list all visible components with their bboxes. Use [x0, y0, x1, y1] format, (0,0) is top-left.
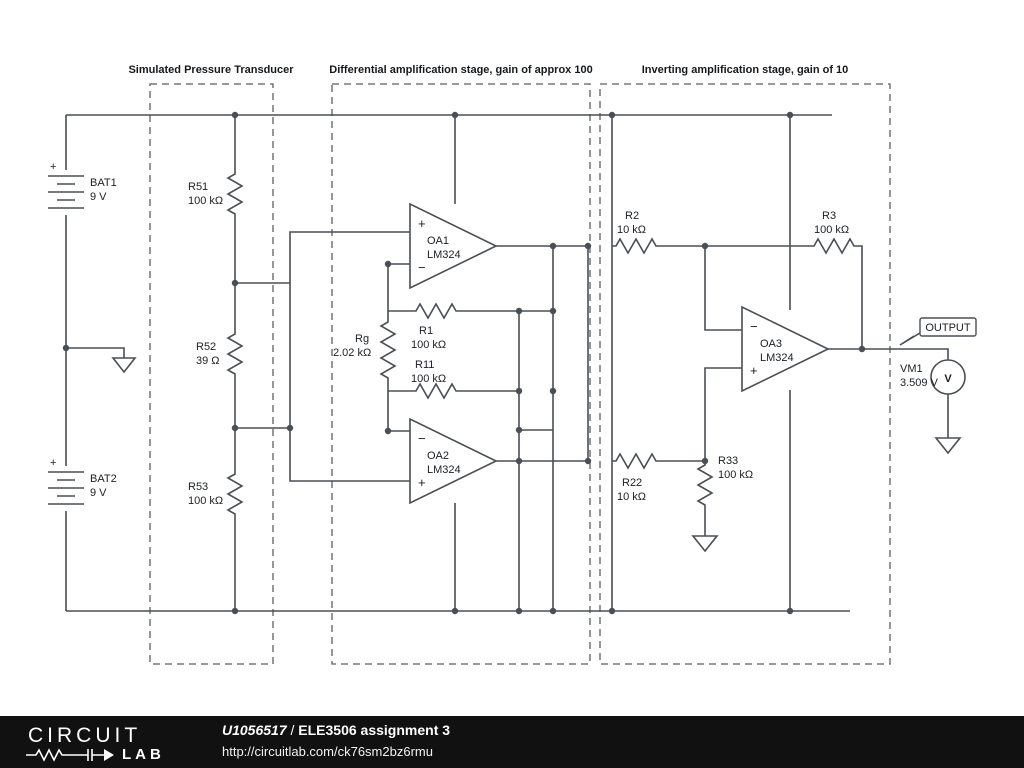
- bat2-plus: +: [50, 457, 57, 469]
- footer-project-title: ELE3506 assignment 3: [298, 722, 451, 738]
- section-box-transducer: [150, 84, 273, 664]
- node-rg-top: [385, 261, 391, 267]
- wire-tap-upper: [235, 283, 290, 428]
- node-oa1-supply-top: [452, 112, 458, 118]
- r11-name: R11: [415, 359, 435, 371]
- resistor-r3: [810, 210, 858, 253]
- bat2-value: 9 V: [90, 487, 107, 499]
- rg-value: 2.02 kΩ: [333, 347, 372, 359]
- ground-symbol-vm1: [936, 438, 960, 453]
- node-right-supply-bottom: [787, 608, 793, 614]
- footer-separator: /: [290, 722, 295, 738]
- r53-value: 100 kΩ: [188, 495, 224, 507]
- oa3-minus: −: [750, 319, 758, 334]
- oa1-plus: +: [418, 216, 426, 231]
- oa3-plus: +: [750, 363, 758, 378]
- footer-username: U1056517: [222, 722, 287, 738]
- r51-name: R51: [188, 181, 209, 193]
- section-box-differential: [332, 84, 590, 664]
- r33-value: 100 kΩ: [718, 469, 754, 481]
- section-label-differential: Differential amplification stage, gain of approx 100: [329, 64, 593, 76]
- r53-name: R53: [188, 481, 209, 493]
- footer-bar: [0, 716, 1024, 768]
- oa1-minus: −: [418, 260, 426, 275]
- bat1-plus: +: [50, 161, 57, 173]
- oa2-plus: +: [418, 475, 426, 490]
- logo-main-text: CIRCUIT: [28, 724, 142, 747]
- opamp-oa2: [410, 419, 496, 503]
- rg-name: Rg: [355, 333, 370, 345]
- vm1-name: VM1: [900, 363, 923, 375]
- resistor-r51: [188, 170, 242, 218]
- r51-value: 100 kΩ: [188, 195, 224, 207]
- r22-value: 10 kΩ: [617, 491, 647, 503]
- resistor-r2: [612, 210, 660, 253]
- node-r51-top: [232, 112, 238, 118]
- section-label-transducer: Simulated Pressure Transducer: [128, 64, 294, 76]
- r2-name: R2: [625, 210, 640, 222]
- ground-symbol-batteries: [113, 358, 135, 372]
- oa3-name: OA3: [760, 338, 783, 350]
- resistor-r53: [188, 470, 242, 518]
- r11-value: 100 kΩ: [411, 373, 447, 385]
- node-bottom-553: [550, 608, 556, 614]
- r1-value: 100 kΩ: [411, 339, 447, 351]
- oa2-model: LM324: [427, 464, 461, 476]
- r1-name: R1: [419, 325, 434, 337]
- vm1-symbol: V: [944, 373, 952, 385]
- r22-name: R22: [622, 477, 643, 489]
- node-oa2-supply-bottom: [452, 608, 458, 614]
- wire-to-ground-batteries: [66, 348, 124, 358]
- battery-bat1: [48, 161, 117, 208]
- wire-tap-upper-to-oa1: [290, 232, 410, 283]
- node-tap-join: [287, 425, 293, 431]
- node-rg-bottom: [385, 428, 391, 434]
- node-bus-b-bottom: [516, 427, 522, 433]
- wire-tap-lower-to-oa2: [290, 428, 410, 481]
- node-oa3-out: [859, 346, 865, 352]
- node-612-bottom: [609, 608, 615, 614]
- node-612-top: [609, 112, 615, 118]
- resistor-r1: [411, 304, 460, 351]
- footer-meta: [222, 722, 450, 759]
- wire-to-vm1: [878, 349, 948, 360]
- oa1-model: LM324: [427, 249, 461, 261]
- resistor-r11: [411, 359, 460, 398]
- resistor-rg: [333, 318, 395, 382]
- voltmeter-vm1: [900, 360, 965, 394]
- logo-sub-text: LAB: [122, 746, 165, 763]
- r2-value: 10 kΩ: [617, 224, 647, 236]
- opamp-oa3: [742, 307, 828, 391]
- wire-r22-to-oa3-noninv: [705, 368, 742, 461]
- node-battery-mid: [63, 345, 69, 351]
- circuitlab-logo: [26, 724, 206, 762]
- r33-name: R33: [718, 455, 739, 467]
- bat1-value: 9 V: [90, 191, 107, 203]
- node-right-supply-top: [787, 112, 793, 118]
- wire-r3-right-down: [858, 246, 862, 349]
- r3-name: R3: [822, 210, 837, 222]
- resistor-r22: [612, 454, 660, 503]
- oa1-name: OA1: [427, 235, 450, 247]
- node-oa1-col-top: [585, 243, 591, 249]
- bat1-name: BAT1: [90, 177, 117, 189]
- logo-waveform-icon: [26, 748, 118, 762]
- resistor-r52: [196, 330, 242, 378]
- node-r53-bottom: [232, 608, 238, 614]
- r3-value: 100 kΩ: [814, 224, 850, 236]
- section-label-inverting: Inverting amplification stage, gain of 10: [641, 64, 849, 76]
- r52-value: 39 Ω: [196, 355, 220, 367]
- output-label-text: OUTPUT: [925, 322, 971, 334]
- output-pointer: [900, 333, 920, 345]
- ground-symbol-r33: [693, 536, 717, 551]
- node-bus-b-mid: [550, 388, 556, 394]
- node-bus-a-top: [516, 308, 522, 314]
- r52-name: R52: [196, 341, 217, 353]
- bat2-name: BAT2: [90, 473, 117, 485]
- battery-bat2: [48, 457, 117, 504]
- node-bottom-519: [516, 608, 522, 614]
- vm1-value: 3.509 V: [900, 377, 938, 389]
- opamp-oa1: [410, 204, 496, 288]
- footer-url[interactable]: http://circuitlab.com/ck76sm2bz6rmu: [222, 744, 433, 759]
- footer-title-line: [222, 722, 450, 738]
- oa3-model: LM324: [760, 352, 794, 364]
- oa2-name: OA2: [427, 450, 450, 462]
- wire-r2-to-oa3-inv: [705, 246, 742, 330]
- oa2-minus: −: [418, 431, 426, 446]
- output-label[interactable]: [900, 318, 976, 345]
